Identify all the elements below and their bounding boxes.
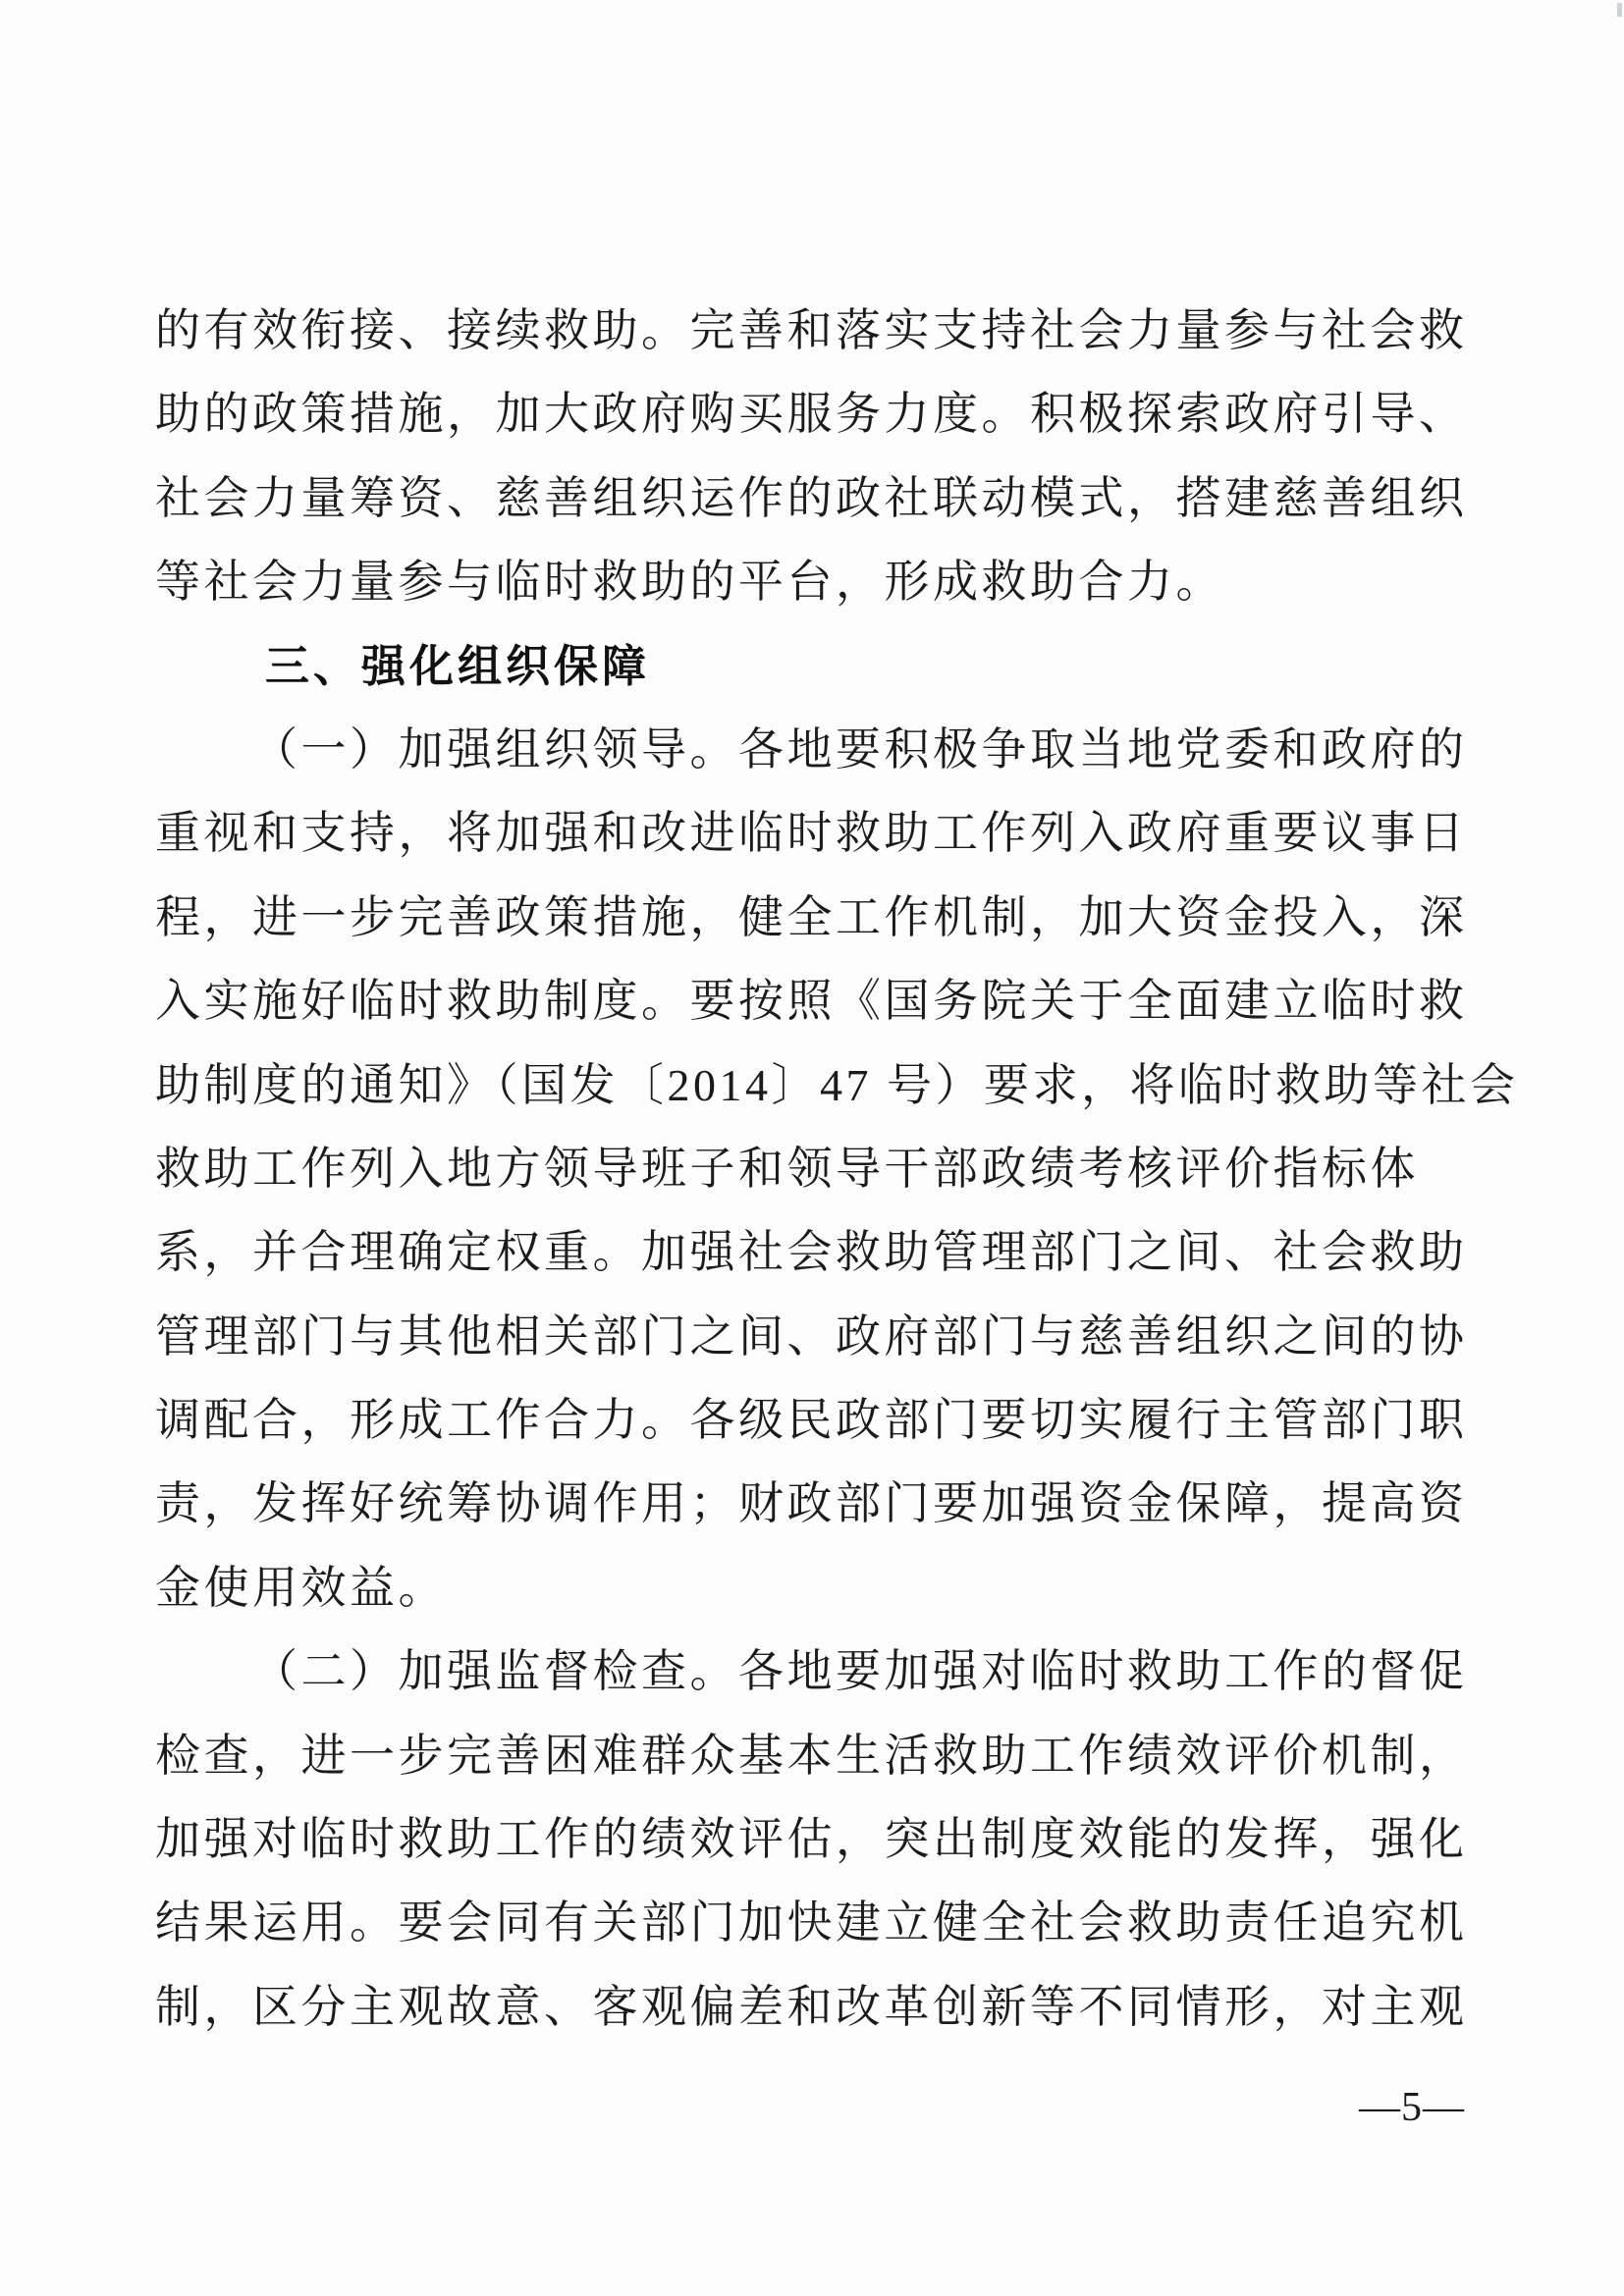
- text-line: 助制度的通知》（国发〔2014〕47 号）要求，将临时救助等社会: [155, 1059, 1519, 1110]
- text-line: 检查，进一步完善困难群众基本生活救助工作绩效评价机制，: [155, 1730, 1468, 1781]
- text-line: 制，区分主观故意、客观偏差和改革创新等不同情形，对主观: [155, 1981, 1468, 2032]
- text-line: 责，发挥好统筹协调作用；财政部门要加强资金保障，提高资: [155, 1478, 1468, 1529]
- text-line: 金使用效益。: [155, 1562, 447, 1613]
- page-number: —5—: [1359, 2085, 1465, 2130]
- text-line: 等社会力量参与临时救助的平台，形成救助合力。: [155, 557, 1224, 608]
- text-line: 重视和支持，将加强和改进临时救助工作列入政府重要议事日: [155, 808, 1468, 859]
- text-line: 入实施好临时救助制度。要按照《国务院关于全面建立临时救: [155, 976, 1468, 1027]
- text-line: 的有效衔接、接续救助。完善和落实支持社会力量参与社会救: [155, 305, 1468, 355]
- text-line: 程，进一步完善政策措施，健全工作机制，加大资金投入，深: [155, 891, 1468, 942]
- text-line: 管理部门与其他相关部门之间、政府部门与慈善组织之间的协: [155, 1310, 1468, 1362]
- text-line: 救助工作列入地方领导班子和领导干部政绩考核评价指标体: [155, 1143, 1419, 1194]
- scan-artifact: [1617, 3, 1622, 17]
- text-line: 调配合，形成工作合力。各级民政部门要切实履行主管部门职: [155, 1395, 1468, 1446]
- text-line: 加强对临时救助工作的绩效评估，突出制度效能的发挥，强化: [155, 1814, 1468, 1865]
- text-line: 系，并合理确定权重。加强社会救助管理部门之间、社会救助: [155, 1227, 1468, 1278]
- text-line: 助的政策措施，加大政府购买服务力度。积极探索政府引导、: [155, 389, 1468, 440]
- text-line: 结果运用。要会同有关部门加快建立健全社会救助责任追究机: [155, 1897, 1468, 1949]
- section-heading: 三、强化组织保障: [265, 640, 651, 691]
- paragraph-first-line: （二）加强监督检查。各地要加强对临时救助工作的督促: [252, 1646, 1468, 1697]
- text-block: [155, 289, 1519, 2049]
- text-line: 社会力量筹资、慈善组织运作的政社联动模式，搭建慈善组织: [155, 472, 1468, 523]
- paragraph-first-line: （一）加强组织领导。各地要积极争取当地党委和政府的: [252, 723, 1468, 774]
